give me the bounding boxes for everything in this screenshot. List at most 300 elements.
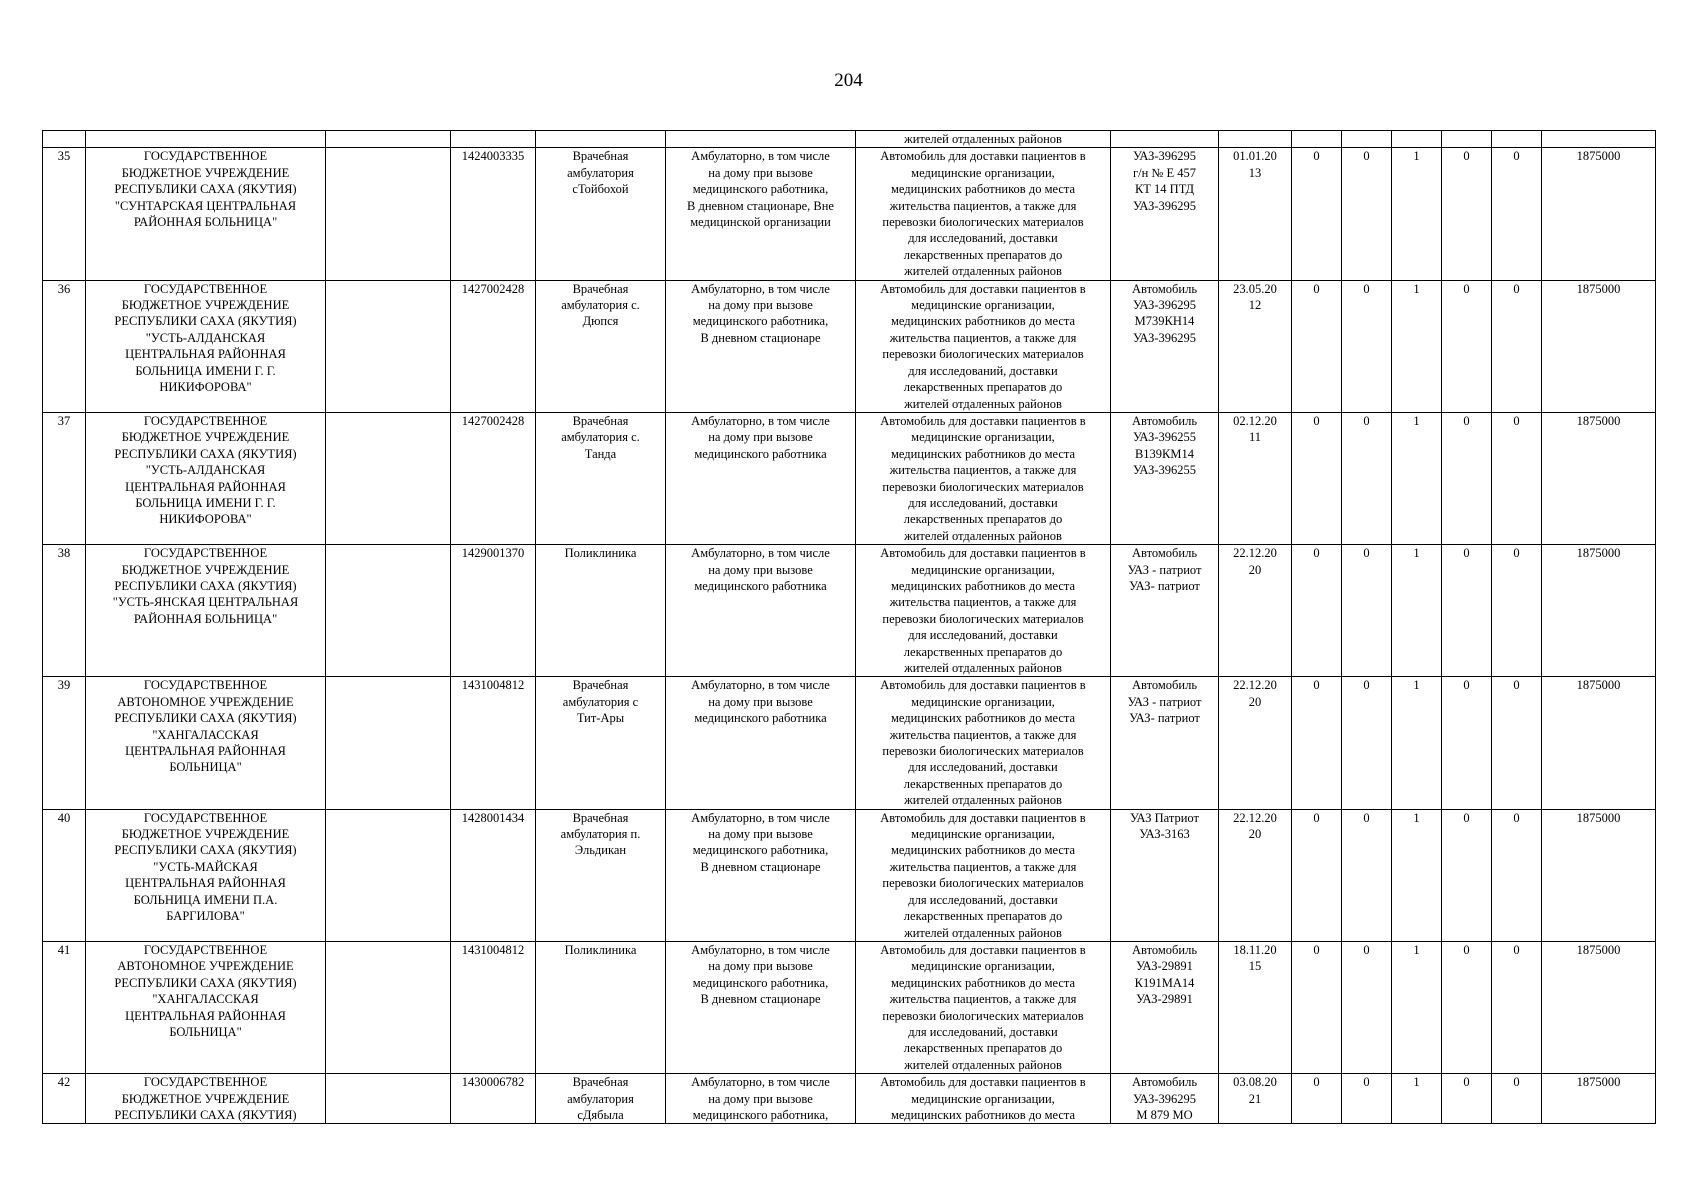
purpose-line: перевозки биологических материалов	[882, 479, 1084, 494]
row-number-cell: 37	[43, 412, 86, 544]
empty-cell	[326, 148, 451, 280]
purpose-cell	[856, 809, 1111, 941]
organization-line: БОЛЬНИЦА"	[169, 1024, 242, 1039]
conditions-line: Амбулаторно, в том числе	[691, 149, 830, 164]
purpose-line: медицинских работников до места	[890, 446, 1076, 461]
unit-cell	[536, 941, 666, 1073]
count-cell-4: 0	[1442, 280, 1492, 412]
date-cell	[1219, 809, 1292, 941]
count-cell-4: 0	[1442, 412, 1492, 544]
organization-line: БЮДЖЕТНОЕ УЧРЕЖДЕНИЕ	[121, 430, 290, 445]
empty-cell	[326, 677, 451, 809]
table-row	[43, 412, 1656, 544]
conditions-line: Амбулаторно, в том числе	[691, 546, 830, 561]
conditions-line: Амбулаторно, в том числе	[691, 281, 830, 296]
vehicle-line: УАЗ-396295	[1132, 1091, 1197, 1106]
purpose-line: Автомобиль для доставки пациентов в	[880, 810, 1086, 825]
organization-cell	[86, 412, 326, 544]
purpose-line: медицинские организации,	[911, 694, 1055, 709]
unit-line: амбулатория с.	[561, 298, 640, 313]
organization-line: БЮДЖЕТНОЕ УЧРЕЖДЕНИЕ	[121, 827, 290, 842]
vehicle-line: УАЗ-29891	[1136, 992, 1193, 1007]
count-cell-5: 0	[1492, 941, 1542, 1073]
unit-cell	[536, 677, 666, 809]
conditions-line: В дневном стационаре	[700, 330, 821, 345]
purpose-line: лекарственных препаратов до	[903, 380, 1063, 395]
purpose-line: жителей отдаленных районов	[904, 528, 1062, 543]
organization-line: "УСТЬ-АЛДАНСКАЯ	[145, 330, 266, 345]
purpose-line: жительства пациентов, а также для	[889, 198, 1077, 213]
count-cell-4: 0	[1442, 1074, 1492, 1124]
purpose-line: жителей отдаленных районов	[904, 396, 1062, 411]
unit-cell	[536, 280, 666, 412]
purpose-line: перевозки биологических материалов	[882, 876, 1084, 891]
vehicle-line: КТ 14 ПТД	[1134, 182, 1195, 197]
conditions-line: на дому при вызове	[708, 1091, 813, 1106]
conditions-line: медицинского работника,	[692, 314, 829, 329]
count-cell-2: 0	[1342, 809, 1392, 941]
purpose-line: жителей отдаленных районов	[904, 661, 1062, 675]
count-cell-2: 0	[1342, 148, 1392, 280]
table-row	[43, 280, 1656, 412]
organization-line: РЕСПУБЛИКИ САХА (ЯКУТИЯ)	[114, 578, 297, 593]
conditions-cell	[666, 148, 856, 280]
table-row	[43, 809, 1656, 941]
date-cell	[1219, 148, 1292, 280]
count-cell-5: 0	[1492, 412, 1542, 544]
organization-line: БОЛЬНИЦА ИМЕНИ П.А.	[133, 892, 278, 907]
purpose-line: перевозки биологических материалов	[882, 1008, 1084, 1023]
organization-line: БОЛЬНИЦА ИМЕНИ Г. Г.	[135, 363, 276, 378]
register-table-body	[43, 131, 1656, 1124]
purpose-line: лекарственных препаратов до	[903, 909, 1063, 924]
purpose-line: для исследований, доставки	[908, 760, 1058, 775]
purpose-line: перевозки биологических материалов	[882, 215, 1084, 230]
organization-line: "УСТЬ-ЯНСКАЯ ЦЕНТРАЛЬНАЯ	[112, 595, 299, 610]
organization-line: АВТОНОМНОЕ УЧРЕЖДЕНИЕ	[117, 694, 294, 709]
conditions-cell	[666, 809, 856, 941]
conditions-line: медицинского работника,	[692, 182, 829, 197]
organization-line: ЦЕНТРАЛЬНАЯ РАЙОННАЯ	[125, 1008, 286, 1023]
organization-line: РЕСПУБЛИКИ САХА (ЯКУТИЯ)	[114, 1107, 297, 1122]
organization-line: НИКИФОРОВА"	[159, 512, 252, 527]
vehicle-line: УАЗ-3163	[1139, 827, 1190, 842]
organization-cell	[86, 809, 326, 941]
conditions-line: на дому при вызове	[708, 827, 813, 842]
organization-line: БОЛЬНИЦА ИМЕНИ Г. Г.	[135, 495, 276, 510]
count-cell-2: 0	[1342, 1074, 1392, 1124]
register-table	[42, 130, 1656, 1124]
purpose-line: медицинские организации,	[911, 165, 1055, 180]
organization-line: РЕСПУБЛИКИ САХА (ЯКУТИЯ)	[114, 182, 297, 197]
row-number-cell: 41	[43, 941, 86, 1073]
unit-line: Тит-Ары	[576, 711, 625, 726]
count-cell-1: 0	[1292, 941, 1342, 1073]
purpose-cell	[856, 677, 1111, 809]
unit-line: амбулатория	[567, 1091, 634, 1106]
organization-line: "ХАНГАЛАССКАЯ	[152, 727, 259, 742]
conditions-line: на дому при вызове	[708, 959, 813, 974]
organization-line: ЦЕНТРАЛЬНАЯ РАЙОННАЯ	[125, 479, 286, 494]
organization-line: ГОСУДАРСТВЕННОЕ	[143, 546, 268, 561]
count-cell-3: 1	[1392, 412, 1442, 544]
vehicle-line: Автомобиль	[1131, 678, 1198, 693]
inn-cell: 1431004812	[451, 941, 536, 1073]
purpose-line: жительства пациентов, а также для	[889, 727, 1077, 742]
unit-cell	[536, 545, 666, 677]
count-cell-2: 0	[1342, 280, 1392, 412]
conditions-line: медицинского работника	[694, 711, 827, 726]
unit-line: Врачебная	[572, 281, 629, 296]
inn-cell: 1431004812	[451, 677, 536, 809]
purpose-line: Автомобиль для доставки пациентов в	[880, 678, 1086, 693]
vehicle-cell	[1111, 809, 1219, 941]
organization-line: БЮДЖЕТНОЕ УЧРЕЖДЕНИЕ	[121, 298, 290, 313]
date-line: 22.12.20	[1233, 810, 1277, 825]
count-cell-1: 0	[1292, 280, 1342, 412]
row-number-cell: 42	[43, 1074, 86, 1124]
vehicle-line: УАЗ-396295	[1132, 298, 1197, 313]
purpose-cell	[856, 148, 1111, 280]
organization-line: ЦЕНТРАЛЬНАЯ РАЙОННАЯ	[125, 347, 286, 362]
count-cell-1: 0	[1292, 148, 1342, 280]
count-cell-4: 0	[1442, 809, 1492, 941]
organization-cell	[86, 1074, 326, 1124]
unit-line: Поликлиника	[564, 942, 637, 957]
organization-line: ГОСУДАРСТВЕННОЕ	[143, 1075, 268, 1090]
purpose-line: Автомобиль для доставки пациентов в	[880, 413, 1086, 428]
purpose-cell	[856, 545, 1111, 677]
date-line: 03.08.20	[1233, 1075, 1277, 1090]
purpose-line: для исследований, доставки	[908, 1024, 1058, 1039]
inn-cell: 1424003335	[451, 148, 536, 280]
count-cell-5: 0	[1492, 1074, 1542, 1124]
inn-cell: 1429001370	[451, 545, 536, 677]
organization-line: БОЛЬНИЦА"	[169, 760, 242, 775]
organization-line: РЕСПУБЛИКИ САХА (ЯКУТИЯ)	[114, 843, 297, 858]
unit-line: Врачебная	[572, 678, 629, 693]
count-cell-5: 0	[1492, 677, 1542, 809]
organization-line: РАЙОННАЯ БОЛЬНИЦА"	[133, 215, 278, 230]
purpose-line: Автомобиль для доставки пациентов в	[880, 546, 1086, 561]
purpose-line: лекарственных препаратов до	[903, 512, 1063, 527]
amount-cell: 1875000	[1542, 545, 1656, 677]
unit-line: сДябыла	[577, 1107, 624, 1122]
purpose-line: медицинских работников до места	[890, 314, 1076, 329]
purpose-line: лекарственных препаратов до	[903, 776, 1063, 791]
date-line: 13	[1248, 165, 1262, 180]
organization-line: ГОСУДАРСТВЕННОЕ	[143, 149, 268, 164]
vehicle-line: УАЗ-396255	[1132, 430, 1197, 445]
inn-cell: 1427002428	[451, 412, 536, 544]
unit-line: Врачебная	[572, 149, 629, 164]
count-cell-3: 1	[1392, 1074, 1442, 1124]
empty-cell	[326, 412, 451, 544]
purpose-line: медицинских работников до места	[890, 1107, 1076, 1122]
table-row	[43, 1074, 1656, 1124]
unit-line: Дюпся	[582, 314, 619, 329]
organization-line: НИКИФОРОВА"	[159, 380, 252, 395]
purpose-line: для исследований, доставки	[908, 495, 1058, 510]
organization-cell	[86, 941, 326, 1073]
empty-cell	[326, 545, 451, 677]
organization-line: ГОСУДАРСТВЕННОЕ	[143, 810, 268, 825]
count-cell-3: 1	[1392, 545, 1442, 677]
date-line: 20	[1248, 827, 1262, 842]
count-cell-3: 1	[1392, 280, 1442, 412]
vehicle-cell	[1111, 280, 1219, 412]
purpose-cell	[856, 941, 1111, 1073]
organization-line: ГОСУДАРСТВЕННОЕ	[143, 281, 268, 296]
purpose-line: медицинских работников до места	[890, 711, 1076, 726]
organization-line: "УСТЬ-АЛДАНСКАЯ	[145, 463, 266, 478]
count-cell-5: 0	[1492, 280, 1542, 412]
vehicle-line: Автомобиль	[1131, 546, 1198, 561]
count-cell-1: 0	[1292, 809, 1342, 941]
vehicle-cell	[1111, 677, 1219, 809]
unit-line: сТойбохой	[572, 182, 629, 197]
row-number-cell: 36	[43, 280, 86, 412]
count-cell-4: 0	[1442, 545, 1492, 677]
purpose-line: перевозки биологических материалов	[882, 744, 1084, 759]
conditions-line: Амбулаторно, в том числе	[691, 678, 830, 693]
conditions-line: медицинского работника,	[692, 843, 829, 858]
conditions-line: медицинского работника	[694, 446, 827, 461]
purpose-line: жителей отдаленных районов	[904, 264, 1062, 279]
purpose-line: медицинских работников до места	[890, 975, 1076, 990]
vehicle-line: Автомобиль	[1131, 1075, 1198, 1090]
unit-line: Врачебная	[572, 1075, 629, 1090]
organization-line: ГОСУДАРСТВЕННОЕ	[143, 678, 268, 693]
conditions-line: Амбулаторно, в том числе	[691, 942, 830, 957]
organization-cell	[86, 545, 326, 677]
purpose-line: для исследований, доставки	[908, 892, 1058, 907]
date-cell	[1219, 941, 1292, 1073]
organization-line: "ХАНГАЛАССКАЯ	[152, 992, 259, 1007]
unit-cell	[536, 148, 666, 280]
empty-cell	[326, 809, 451, 941]
conditions-cell	[666, 280, 856, 412]
date-line: 12	[1248, 298, 1262, 313]
unit-cell	[536, 809, 666, 941]
purpose-line: жительства пациентов, а также для	[889, 595, 1077, 610]
vehicle-line: УАЗ Патриот	[1130, 810, 1199, 825]
conditions-line: медицинской организации	[690, 215, 831, 230]
vehicle-line: УАЗ-396295	[1132, 198, 1197, 213]
inn-cell: 1427002428	[451, 280, 536, 412]
inn-cell: 1428001434	[451, 809, 536, 941]
unit-line: Танда	[584, 446, 617, 461]
organization-line: РЕСПУБЛИКИ САХА (ЯКУТИЯ)	[114, 975, 297, 990]
count-cell-4: 0	[1442, 677, 1492, 809]
vehicle-line: г/н № Е 457	[1133, 165, 1196, 180]
purpose-line: для исследований, доставки	[908, 628, 1058, 643]
conditions-line: Амбулаторно, в том числе	[691, 413, 830, 428]
purpose-line: медицинские организации,	[911, 827, 1055, 842]
purpose-line: лекарственных препаратов до	[903, 1041, 1063, 1056]
count-cell-1: 0	[1292, 412, 1342, 544]
count-cell-3: 1	[1392, 809, 1442, 941]
purpose-line: жительства пациентов, а также для	[889, 859, 1077, 874]
table-row	[43, 545, 1656, 677]
vehicle-line: УАЗ-29891	[1136, 959, 1193, 974]
purpose-line: жительства пациентов, а также для	[889, 330, 1077, 345]
purpose-line: медицинские организации,	[911, 430, 1055, 445]
count-cell-2: 0	[1342, 412, 1392, 544]
vehicle-line: В139КМ14	[1134, 446, 1195, 461]
date-line: 11	[1248, 430, 1262, 445]
empty-cell	[326, 1074, 451, 1124]
purpose-line: лекарственных препаратов до	[903, 247, 1063, 262]
vehicle-cell	[1111, 941, 1219, 1073]
vehicle-line: М739КН14	[1134, 314, 1195, 329]
organization-line: ГОСУДАРСТВЕННОЕ	[143, 413, 268, 428]
continuation-row	[43, 131, 1656, 148]
count-cell-5: 0	[1492, 545, 1542, 677]
organization-line: "УСТЬ-МАЙСКАЯ	[153, 859, 258, 874]
row-number-cell: 39	[43, 677, 86, 809]
count-cell-4: 0	[1442, 941, 1492, 1073]
conditions-cell	[666, 941, 856, 1073]
count-cell-1: 0	[1292, 1074, 1342, 1124]
unit-line: амбулатория	[567, 165, 634, 180]
conditions-line: на дому при вызове	[708, 430, 813, 445]
date-line: 21	[1248, 1091, 1262, 1106]
organization-line: БАРГИЛОВА"	[166, 909, 245, 924]
count-cell-2: 0	[1342, 677, 1392, 809]
count-cell-2: 0	[1342, 545, 1392, 677]
conditions-cell	[666, 677, 856, 809]
conditions-line: В дневном стационаре, Вне	[687, 198, 834, 213]
empty-cell	[326, 941, 451, 1073]
date-line: 23.05.20	[1233, 281, 1277, 296]
amount-cell: 1875000	[1542, 280, 1656, 412]
table-row	[43, 148, 1656, 280]
purpose-line: для исследований, доставки	[908, 363, 1058, 378]
amount-cell: 1875000	[1542, 809, 1656, 941]
vehicle-line: Автомобиль	[1131, 413, 1198, 428]
purpose-line: медицинских работников до места	[890, 182, 1076, 197]
purpose-line: медицинские организации,	[911, 298, 1055, 313]
purpose-line: жителей отдаленных районов	[904, 793, 1062, 808]
date-line: 22.12.20	[1233, 546, 1277, 561]
organization-line: "СУНТАРСКАЯ ЦЕНТРАЛЬНАЯ	[114, 198, 297, 213]
organization-line: БЮДЖЕТНОЕ УЧРЕЖДЕНИЕ	[121, 1091, 290, 1106]
unit-line: амбулатория с	[562, 694, 639, 709]
amount-cell: 1875000	[1542, 1074, 1656, 1124]
purpose-cell	[856, 280, 1111, 412]
date-line: 20	[1248, 562, 1262, 577]
date-cell	[1219, 677, 1292, 809]
vehicle-cell	[1111, 545, 1219, 677]
date-line: 15	[1248, 959, 1262, 974]
date-cell	[1219, 1074, 1292, 1124]
date-line: 22.12.20	[1233, 678, 1277, 693]
date-cell	[1219, 412, 1292, 544]
conditions-line: Амбулаторно, в том числе	[691, 1075, 830, 1090]
organization-line: РАЙОННАЯ БОЛЬНИЦА"	[133, 611, 278, 626]
purpose-line: перевозки биологических материалов	[882, 347, 1084, 362]
conditions-cell	[666, 412, 856, 544]
page-number: 204	[834, 70, 863, 91]
date-cell	[1219, 545, 1292, 677]
conditions-line: медицинского работника,	[692, 975, 829, 990]
organization-line: БЮДЖЕТНОЕ УЧРЕЖДЕНИЕ	[121, 562, 290, 577]
conditions-line: В дневном стационаре	[700, 992, 821, 1007]
unit-line: амбулатория п.	[560, 827, 641, 842]
count-cell-3: 1	[1392, 677, 1442, 809]
vehicle-line: УАЗ-396255	[1132, 463, 1197, 478]
conditions-line: В дневном стационаре	[700, 859, 821, 874]
vehicle-line: УАЗ- патриот	[1129, 711, 1200, 726]
purpose-line: медицинские организации,	[911, 959, 1055, 974]
vehicle-cell	[1111, 1074, 1219, 1124]
date-line: 01.01.20	[1233, 149, 1277, 164]
vehicle-line: М 879 МО	[1136, 1107, 1193, 1122]
unit-cell	[536, 1074, 666, 1124]
purpose-line: перевозки биологических материалов	[882, 611, 1084, 626]
count-cell-1: 0	[1292, 677, 1342, 809]
unit-line: Врачебная	[572, 413, 629, 428]
vehicle-line: К191МА14	[1134, 975, 1195, 990]
purpose-line: для исследований, доставки	[908, 231, 1058, 246]
date-line: 02.12.20	[1233, 413, 1277, 428]
organization-line: РЕСПУБЛИКИ САХА (ЯКУТИЯ)	[114, 314, 297, 329]
purpose-line: медицинские организации,	[911, 1091, 1055, 1106]
unit-line: Врачебная	[572, 810, 629, 825]
conditions-line: на дому при вызове	[708, 165, 813, 180]
conditions-line: на дому при вызове	[708, 562, 813, 577]
date-line: 18.11.20	[1233, 942, 1277, 957]
conditions-line: медицинского работника,	[692, 1107, 829, 1122]
vehicle-line: УАЗ-396295	[1132, 330, 1197, 345]
purpose-line: лекарственных препаратов до	[903, 644, 1063, 659]
count-cell-1: 0	[1292, 545, 1342, 677]
vehicle-line: УАЗ-396295	[1132, 149, 1197, 164]
organization-line: ГОСУДАРСТВЕННОЕ	[143, 942, 268, 957]
amount-cell: 1875000	[1542, 677, 1656, 809]
organization-cell	[86, 280, 326, 412]
row-number-cell: 38	[43, 545, 86, 677]
table-row	[43, 941, 1656, 1073]
count-cell-4: 0	[1442, 148, 1492, 280]
vehicle-line: Автомобиль	[1131, 281, 1198, 296]
conditions-line: на дому при вызове	[708, 298, 813, 313]
purpose-line: жителей отдаленных районов	[904, 925, 1062, 940]
unit-line: Эльдикан	[574, 843, 627, 858]
purpose-line: Автомобиль для доставки пациентов в	[880, 149, 1086, 164]
organization-line: РЕСПУБЛИКИ САХА (ЯКУТИЯ)	[114, 711, 297, 726]
inn-cell: 1430006782	[451, 1074, 536, 1124]
vehicle-cell	[1111, 148, 1219, 280]
organization-line: БЮДЖЕТНОЕ УЧРЕЖДЕНИЕ	[121, 165, 290, 180]
vehicle-line: УАЗ - патриот	[1127, 562, 1202, 577]
purpose-line: медицинских работников до места	[890, 578, 1076, 593]
organization-line: ЦЕНТРАЛЬНАЯ РАЙОННАЯ	[125, 744, 286, 759]
vehicle-line: УАЗ- патриот	[1129, 578, 1200, 593]
amount-cell: 1875000	[1542, 148, 1656, 280]
organization-cell	[86, 148, 326, 280]
date-line: 20	[1248, 694, 1262, 709]
unit-line: Поликлиника	[564, 546, 637, 561]
purpose-line: жительства пациентов, а также для	[889, 992, 1077, 1007]
count-cell-5: 0	[1492, 148, 1542, 280]
conditions-line: Амбулаторно, в том числе	[691, 810, 830, 825]
purpose-line: медицинских работников до места	[890, 843, 1076, 858]
purpose-cell	[856, 1074, 1111, 1124]
conditions-cell	[666, 545, 856, 677]
count-cell-2: 0	[1342, 941, 1392, 1073]
